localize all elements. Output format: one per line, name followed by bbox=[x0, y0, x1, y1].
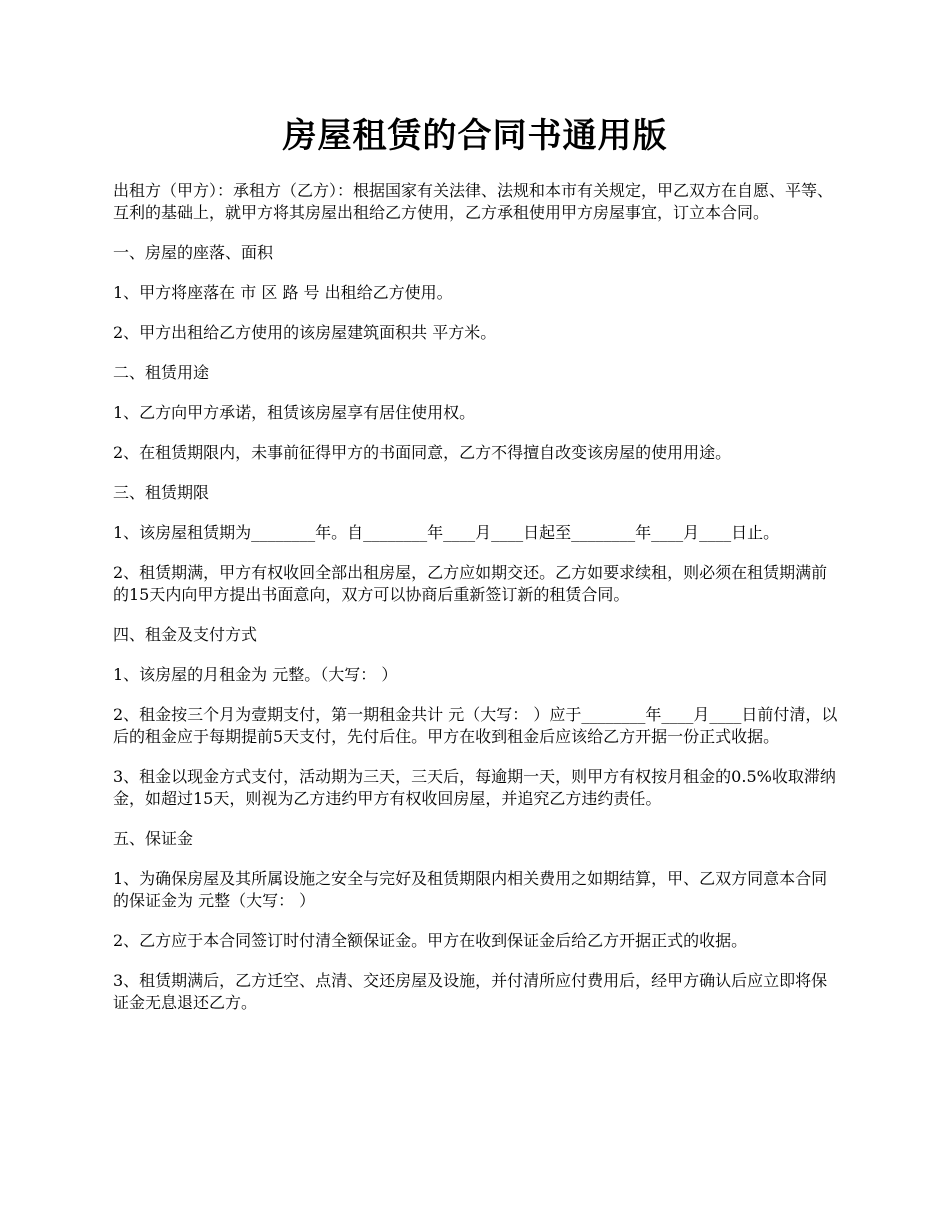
document-body bbox=[113, 180, 843, 1032]
section-heading-rent: 四、租金及支付方式 bbox=[113, 625, 258, 644]
clause-location: 1、甲方将座落在 市 区 路 号 出租给乙方使用。 bbox=[113, 283, 453, 302]
clause-usage-change: 2、在租赁期限内，未事前征得甲方的书面同意，乙方不得擅自改变该房屋的使用用途。 bbox=[113, 443, 732, 462]
clause-area: 2、甲方出租给乙方使用的该房屋建筑面积共 平方米。 bbox=[113, 323, 497, 342]
section-heading-deposit: 五、保证金 bbox=[113, 829, 194, 848]
clause-deposit-payment: 2、乙方应于本合同签订时付清全额保证金。甲方在收到保证金后给乙方开据正式的收据。 bbox=[113, 931, 748, 950]
section-heading-location-area: 一、房屋的座落、面积 bbox=[113, 243, 274, 262]
clause-rent-late-fee: 3、租金以现金方式支付，活动期为三天，三天后，每逾期一天，则甲方有权按月租金的0.5%收取滞纳金，如超过15天，则视为乙方违约甲方有权收回房屋，并追究乙方违约责任。 bbox=[113, 767, 836, 808]
clause-deposit-refund: 3、租赁期满后，乙方迁空、点清、交还房屋及设施，并付清所应付费用后，经甲方确认后应立即将保证金无息退还乙方。 bbox=[113, 971, 828, 1012]
clause-term-period: 1、该房屋租赁期为________年。自________年____月____日起至________年____月____日止。 bbox=[113, 523, 780, 542]
section-heading-usage: 二、租赁用途 bbox=[113, 363, 210, 382]
clause-rent-payment: 2、租金按三个月为壹期支付，第一期租金共计 元（大写： ）应于________年____月____日前付清，以后的租金应于每期提前5天支付，先付后住。甲方在收到租金后应该给乙方开据一份正式收据。 bbox=[113, 705, 838, 746]
section-heading-term: 三、租赁期限 bbox=[113, 483, 210, 502]
document-title: 房屋租赁的合同书通用版 bbox=[282, 116, 668, 156]
clause-term-renewal: 2、租赁期满，甲方有权收回全部出租房屋，乙方应如期交还。乙方如要求续租，则必须在租赁期满前的15天内向甲方提出书面意向，双方可以协商后重新签订新的租赁合同。 bbox=[113, 563, 828, 604]
intro-paragraph: 出租方（甲方）：承租方（乙方）：根据国家有关法律、法规和本市有关规定，甲乙双方在自愿、平等、互利的基础上，就甲方将其房屋出租给乙方使用，乙方承租使用甲方房屋事宜，订立本合同。 bbox=[113, 181, 834, 222]
clause-usage-right: 1、乙方向甲方承诺，租赁该房屋享有居住使用权。 bbox=[113, 403, 476, 422]
clause-deposit-amount: 1、为确保房屋及其所属设施之安全与完好及租赁期限内相关费用之如期结算，甲、乙双方同意本合同的保证金为 元整（大写： ） bbox=[113, 869, 828, 910]
clause-rent-amount: 1、该房屋的月租金为 元整。（大写： ） bbox=[113, 665, 398, 684]
